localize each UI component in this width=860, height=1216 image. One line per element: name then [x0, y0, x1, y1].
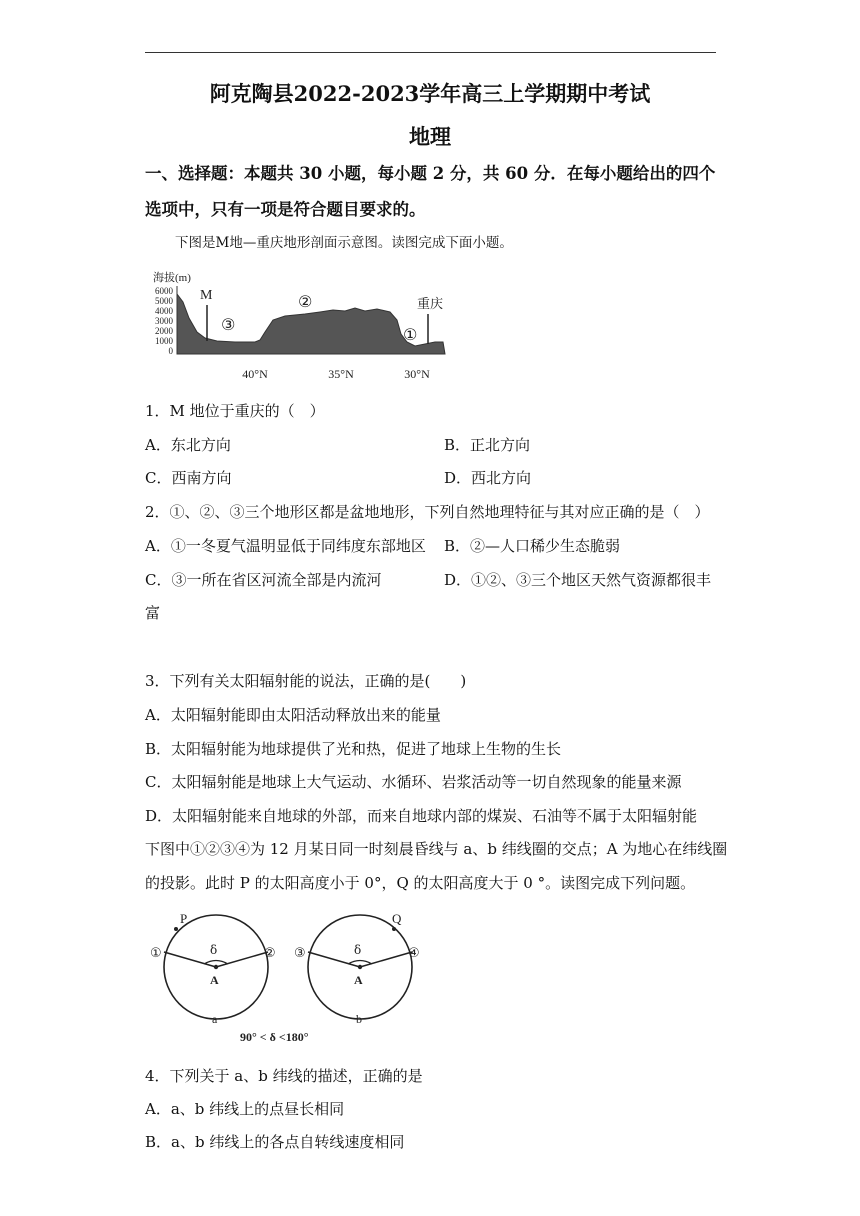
q1-option-c: C．西南方向 [145, 469, 232, 487]
q1-option-d: D．西北方向 [444, 469, 532, 487]
q3-stem: 3．下列有关太阳辐射能的说法，正确的是( ) [145, 672, 467, 690]
label-point1: ① [150, 946, 162, 961]
terminator-radius-3 [308, 952, 360, 967]
ytick: 1000 [155, 336, 173, 346]
intro-profile: 下图是M地—重庆地形剖面示意图。读图完成下面小题。 [175, 235, 513, 251]
ytick: 5000 [155, 296, 173, 306]
intro-circles-line2: 的投影。此时 P 的太阳高度小于 0°，Q 的太阳高度大于 0 °。读图完成下列问题。 [145, 874, 696, 892]
figure-caption: 90° < δ <180° [240, 1030, 309, 1044]
q1-option-b: B．正北方向 [444, 436, 531, 454]
label-delta-b: δ [354, 943, 362, 957]
terminator-radius-2 [216, 952, 268, 967]
center-dot-b [358, 965, 362, 969]
intro-circles-line1: 下图中①②③④为 12 月某日同一时刻晨昏线与 a、b 纬线圈的交点；A 为地心在纬线圈 [145, 840, 728, 858]
q4-option-a: A．a、b 纬线上的点昼长相同 [145, 1100, 345, 1118]
q3-option-c: C．太阳辐射能是地球上大气运动、水循环、岩浆活动等一切自然现象的能量来源 [145, 773, 682, 791]
label-circle-b: b [356, 1012, 362, 1026]
q3-option-b: B．太阳辐射能为地球提供了光和热，促进了地球上生物的生长 [145, 740, 562, 758]
point-p-dot [174, 927, 178, 931]
q1-option-a: A．东北方向 [145, 436, 231, 454]
q2-option-d-continued: 富 [145, 604, 161, 622]
label-circle-a: a [212, 1012, 218, 1026]
label-p: P [180, 911, 188, 926]
q4-stem: 4．下列关于 a、b 纬线的描述，正确的是 [145, 1067, 423, 1085]
ytick: 0 [168, 346, 173, 356]
label-delta-a: δ [210, 943, 218, 957]
label-circle3: ③ [221, 315, 236, 334]
label-chongqing: 重庆 [417, 297, 444, 312]
xtick: 40°N [242, 367, 268, 381]
exam-title: 阿克陶县2022-2023学年高三上学期期中考试 [209, 81, 651, 106]
q2-option-a: A．①一冬夏气温明显低于同纬度东部地区 [145, 537, 426, 555]
latitude-circles-figure [148, 905, 438, 1050]
q3-option-a: A．太阳辐射能即由太阳活动释放出来的能量 [145, 706, 441, 724]
label-center-b: A [354, 973, 363, 987]
xtick: 30°N [404, 367, 430, 381]
terminator-radius-1 [164, 952, 216, 967]
ytick: 3000 [155, 316, 173, 326]
header-rule [145, 52, 716, 53]
angle-arc-b [348, 961, 372, 965]
q4-option-b: B．a、b 纬线上的各点自转线速度相同 [145, 1133, 405, 1151]
label-point4: ④ [408, 946, 420, 961]
ytick: 2000 [155, 326, 173, 336]
q2-option-d: D．①②、③三个地区天然气资源都很丰 [444, 571, 712, 589]
label-point2: ② [264, 946, 276, 961]
label-center-a: A [210, 973, 219, 987]
q3-option-d: D．太阳辐射能来自地球的外部，而来自地球内部的煤炭、石油等不属于太阳辐射能 [145, 807, 698, 825]
label-m: M [200, 288, 213, 303]
xtick: 35°N [328, 367, 354, 381]
q1-stem: 1．M 地位于重庆的（ ） [145, 402, 325, 420]
ytick: 4000 [155, 306, 173, 316]
label-circle2: ② [298, 292, 313, 311]
label-point3: ③ [294, 946, 306, 961]
angle-arc-a [204, 961, 228, 965]
label-q: Q [392, 911, 402, 926]
center-dot-a [214, 965, 218, 969]
terminator-radius-4 [360, 952, 412, 967]
q2-stem: 2．①、②、③三个地形区都是盆地地形，下列自然地理特征与其对应正确的是（ ） [145, 503, 710, 521]
section-heading-line2: 选项中，只有一项是符合题目要求的。 [145, 200, 426, 219]
section-heading-line1: 一、选择题：本题共 30 小题，每小题 2 分，共 60 分．在每小题给出的四个 [145, 164, 716, 183]
q2-option-c: C．③一所在省区河流全部是内流河 [145, 571, 382, 589]
q2-option-b: B．②—人口稀少生态脆弱 [444, 537, 621, 555]
profile-ylabel: 海拔(m) [153, 272, 191, 284]
terrain-profile-figure [145, 262, 455, 384]
exam-subject: 地理 [409, 124, 451, 149]
label-circle1: ① [403, 325, 418, 344]
ytick: 6000 [155, 286, 173, 296]
point-q-dot [392, 927, 396, 931]
